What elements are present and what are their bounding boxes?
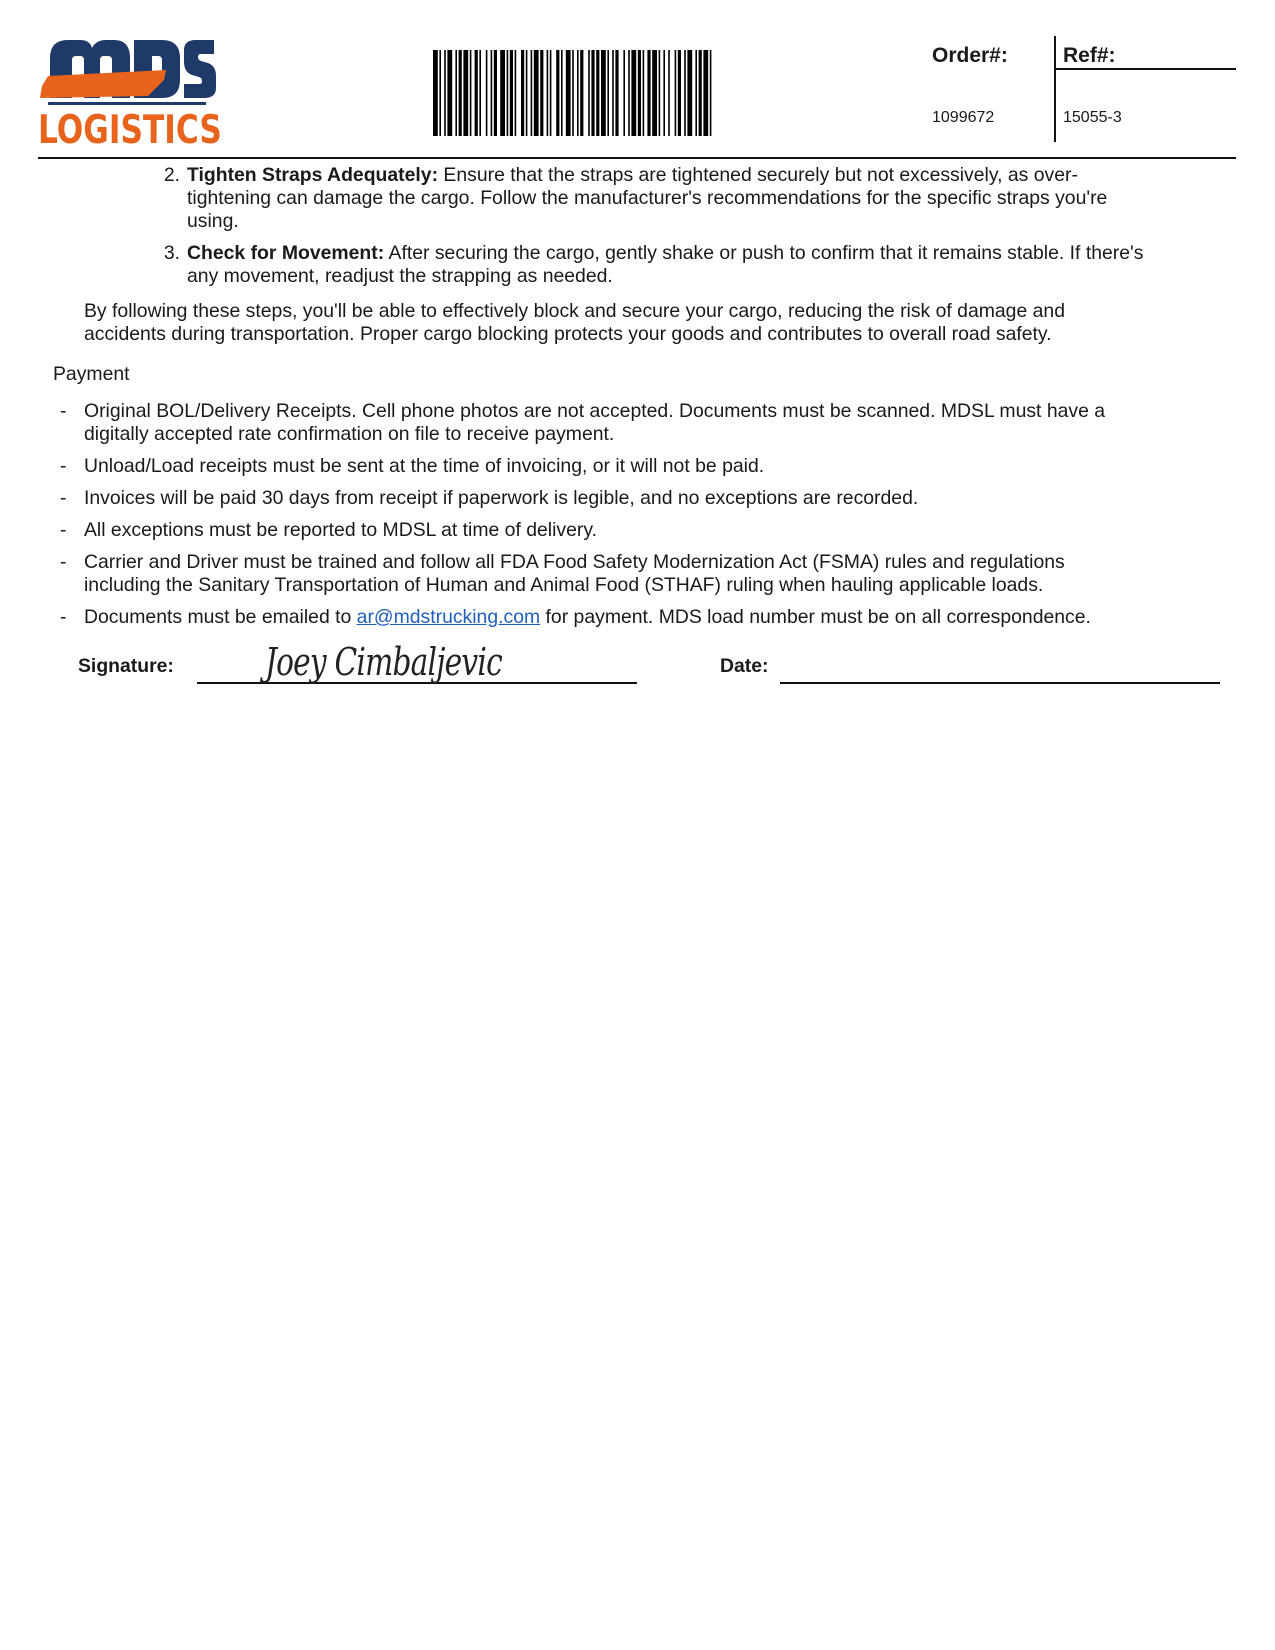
date-label: Date:: [720, 655, 769, 677]
payment-line: Original BOL/Delivery Receipts. Cell phone photos are not accepted. Documents must be scanned. MDSL must have a: [84, 400, 1106, 422]
barcode-icon: [433, 50, 816, 136]
barcode-bar: [643, 50, 645, 136]
step-line: tightening can damage the cargo. Follow the manufacturer's recommendations for the specific straps you're: [187, 187, 1108, 209]
barcode-bar: [615, 50, 618, 136]
barcode-bar: [659, 50, 661, 136]
barcode-bar: [547, 50, 549, 136]
barcode-bar: [612, 50, 614, 136]
barcode-bar: [647, 50, 650, 136]
step-number: 3.: [163, 242, 180, 264]
barcode-bar: [596, 50, 599, 136]
payment-line: digitally accepted rate confirmation on file to receive payment.: [84, 423, 615, 445]
barcode-bar: [470, 50, 472, 136]
payment-line: [84, 606, 1091, 629]
barcode-bar: [699, 50, 702, 136]
logo-mark-icon: [38, 36, 218, 114]
ref-label: Ref#:: [1063, 44, 1116, 67]
barcode-bar: [507, 50, 509, 136]
barcode-bar: [591, 50, 594, 136]
barcode-bar: [572, 50, 574, 136]
barcode-bar: [601, 50, 606, 136]
barcode-bar: [710, 50, 712, 136]
barcode-bar: [566, 50, 571, 136]
bullet-dash: -: [60, 519, 67, 541]
barcode-bar: [556, 50, 559, 136]
barcode-bar: [668, 50, 670, 136]
barcode-bar: [703, 50, 708, 136]
barcode-bar: [459, 50, 462, 136]
date-line[interactable]: [780, 682, 1220, 684]
barcode-bar: [652, 50, 657, 136]
payment-line: including the Sanitary Transportation of Human and Animal Food (STHAF) ruling when hauling applicable loads.: [84, 574, 1044, 596]
barcode-bar: [540, 50, 543, 136]
ref-value: 15055-3: [1063, 109, 1122, 126]
ref-underline: [1054, 68, 1236, 70]
barcode-bar: [687, 50, 692, 136]
barcode-bar: [678, 50, 681, 136]
barcode-bar: [500, 50, 505, 136]
barcode-bar: [580, 50, 583, 136]
step-title: Check for Movement:: [187, 242, 385, 264]
payment-line: Carrier and Driver must be trained and follow all FDA Food Safety Modernization Act (FSMA) rules and regulations: [84, 551, 1065, 573]
payment-line: All exceptions must be reported to MDSL at time of delivery.: [84, 519, 597, 541]
barcode-bar: [531, 50, 533, 136]
step-line: any movement, readjust the strapping as needed.: [187, 265, 613, 287]
barcode-bar: [439, 50, 441, 136]
barcode-bar: [479, 50, 481, 136]
barcode-bar: [494, 50, 497, 136]
step-line: [187, 164, 1078, 187]
barcode-bar: [515, 50, 517, 136]
signature-label: Signature:: [78, 655, 174, 677]
order-value: 1099672: [932, 109, 995, 126]
barcode-bar: [521, 50, 524, 136]
barcode-bar: [486, 50, 488, 136]
header-rule: [38, 157, 1236, 159]
barcode-bar: [491, 50, 493, 136]
bullet-dash: -: [60, 400, 67, 422]
barcode-bar: [663, 50, 665, 136]
barcode-bar: [510, 50, 513, 136]
logo-subtitle: LOGISTICS: [38, 108, 222, 153]
barcode-bar: [444, 50, 446, 136]
order-ref-grid: [930, 36, 1236, 142]
barcode-bar: [534, 50, 539, 136]
summary-line: By following these steps, you'll be able to effectively block and secure your cargo, reducing the risk of damage and: [84, 300, 1065, 322]
barcode-bar: [684, 50, 686, 136]
step-text: After securing the cargo, gently shake or push to confirm that it remains stable. If there's: [384, 242, 1144, 264]
barcode-bar: [695, 50, 697, 136]
grid-divider: [1054, 36, 1056, 142]
barcode-bar: [475, 50, 478, 136]
barcode-bar: [628, 50, 630, 136]
barcode-bar: [675, 50, 677, 136]
barcode-bar: [447, 50, 452, 136]
barcode-bar: [550, 50, 552, 136]
bullet-dash: -: [60, 551, 67, 573]
barcode-bar: [463, 50, 468, 136]
signature-handwriting: Joey Cimbaljevic: [265, 640, 502, 684]
step-line: [187, 242, 1143, 265]
step-title: Tighten Straps Adequately:: [187, 164, 439, 186]
email-text-after: for payment. MDS load number must be on all correspondence.: [540, 606, 1091, 628]
barcode-bar: [577, 50, 579, 136]
bullet-dash: -: [60, 606, 67, 628]
payment-heading: Payment: [53, 363, 130, 385]
step-line: using.: [187, 210, 239, 232]
bullet-dash: -: [60, 455, 67, 477]
barcode-bar: [623, 50, 625, 136]
company-logo: [38, 36, 222, 153]
step-text: Ensure that the straps are tightened securely but not excessively, as over-: [438, 164, 1078, 186]
barcode-bar: [607, 50, 609, 136]
barcode-bar: [561, 50, 563, 136]
email-link[interactable]: ar@mdstrucking.com: [356, 606, 541, 628]
barcode-bar: [433, 50, 438, 136]
bullet-dash: -: [60, 487, 67, 509]
barcode-bar: [638, 50, 641, 136]
summary-line: accidents during transportation. Proper cargo blocking protects your goods and contributes to overall road safety.: [84, 323, 1052, 345]
payment-line: Unload/Load receipts must be sent at the time of invoicing, or it will not be paid.: [84, 455, 765, 477]
barcode-bar: [631, 50, 636, 136]
step-number: 2.: [163, 164, 180, 186]
payment-line: Invoices will be paid 30 days from receipt if paperwork is legible, and no exceptions are recorded.: [84, 487, 919, 509]
email-text-before: Documents must be emailed to: [84, 606, 357, 628]
order-label: Order#:: [932, 44, 1008, 67]
barcode-bar: [588, 50, 590, 136]
barcode-bar: [526, 50, 528, 136]
barcode-bar: [455, 50, 457, 136]
